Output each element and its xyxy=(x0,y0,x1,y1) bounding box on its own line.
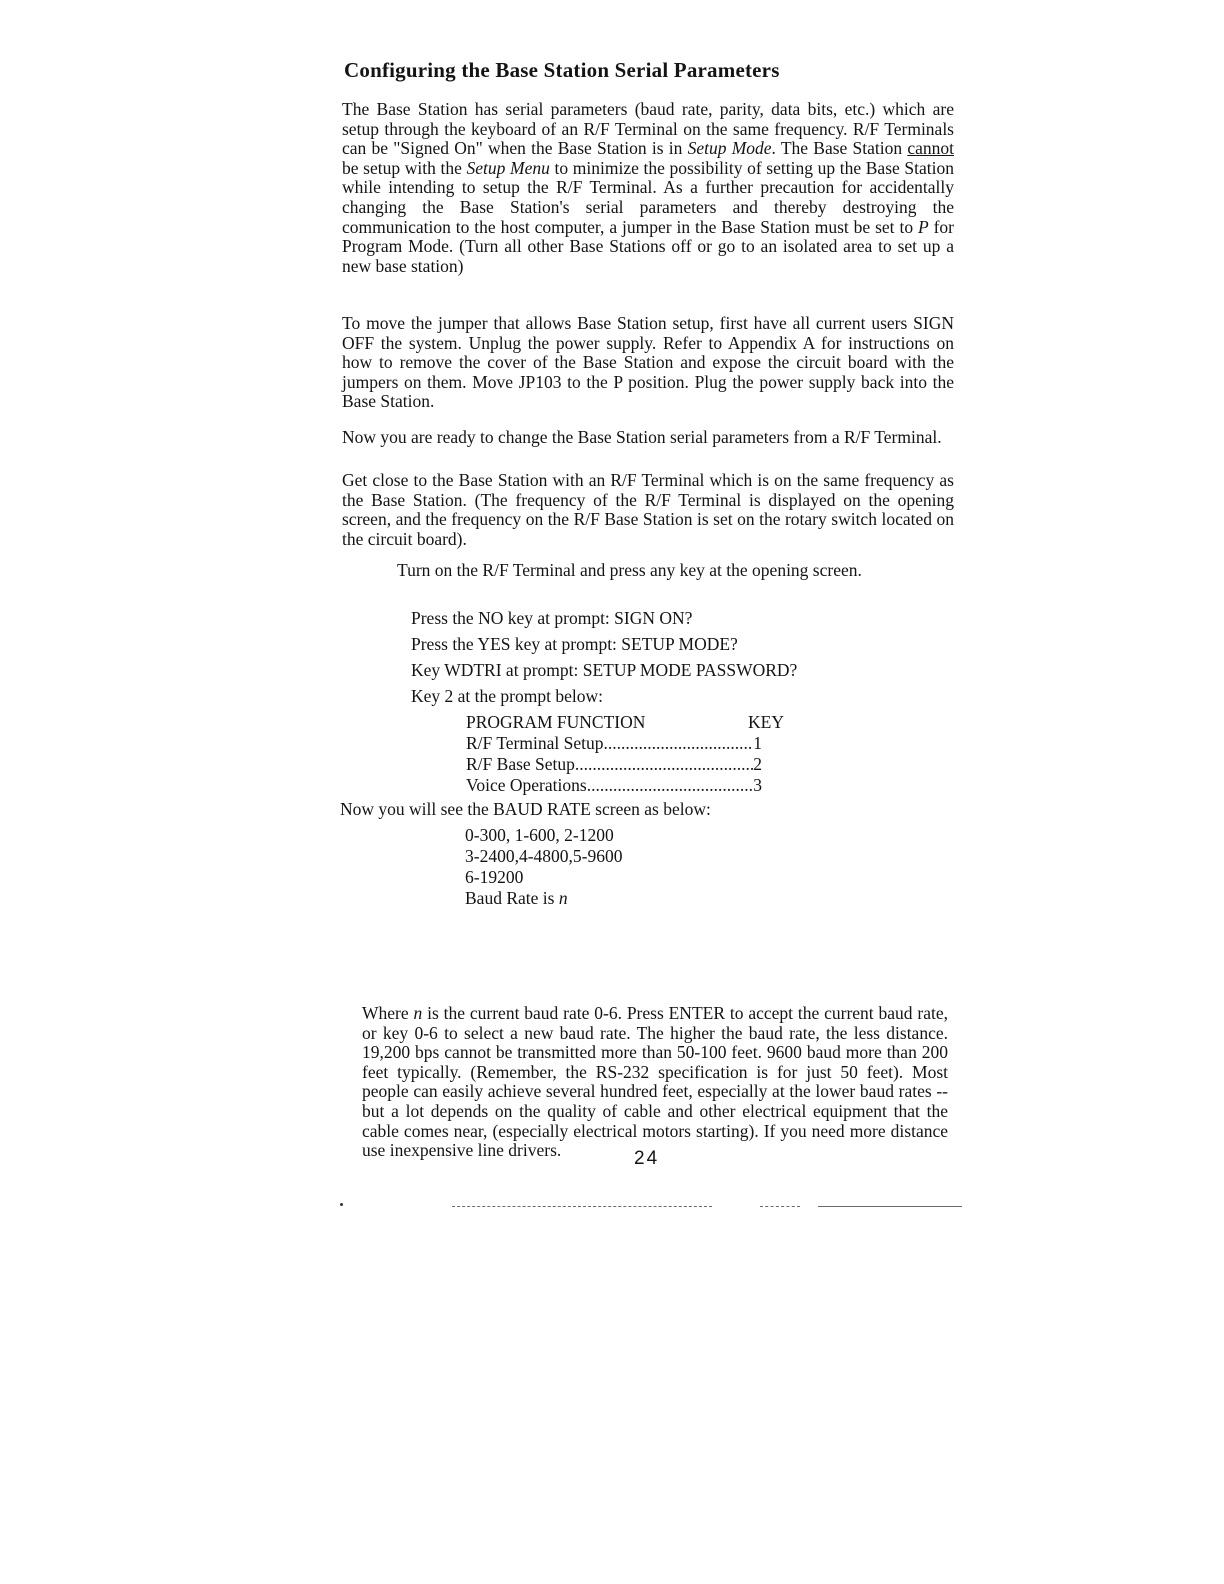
menu-item-key: 1 xyxy=(753,733,762,753)
baud-rate-variable: n xyxy=(558,888,568,908)
menu-header xyxy=(466,712,796,733)
menu-header-key: KEY xyxy=(748,712,784,732)
section-heading: Configuring the Base Station Serial Parameters xyxy=(344,58,780,82)
leader-dots xyxy=(587,775,754,796)
setup-mode-term: Setup Mode xyxy=(687,138,772,159)
menu-item-key: 2 xyxy=(753,754,762,774)
menu-item xyxy=(466,733,762,754)
scan-edge-line xyxy=(818,1206,962,1207)
step-key-2: Key 2 at the prompt below: xyxy=(411,686,603,706)
variable-n: n xyxy=(413,1003,423,1023)
text-run: for Program Mode. (Turn all other Base Stations off or go to an isolated area to set up a new base station) xyxy=(342,216,955,276)
text-run: to minimize the possibility of setting up the Base Station while intending to setup the R/F Terminal. As a further precaution for accidentally changing the Base Station's serial parameters and thereby destroying the communication to the host computer, a jumper in the Base Station must be set to xyxy=(342,157,954,237)
baud-rate-is-line xyxy=(465,888,622,909)
ready-paragraph: Now you are ready to change the Base Station serial parameters from a R/F Terminal. xyxy=(342,427,942,447)
text-run: is the current baud rate 0-6. Press ENTER to accept the current baud rate, or key 0-6 to select a new baud rate. The higher the baud rate, the less distance. 19,200 bps cannot be transmitted more than 50-100 feet. 9600 baud more than 200 feet typically. (Remember, the RS-232 specification is for just 50 feet). Most people can easily achieve several hundred feet, especially at the lower baud rates -- but a lot depends on the quality of cable and other electrical equipment that the cable comes near, (especially electrical motors starting). If you need more distance use inexpensive line drivers. xyxy=(362,1003,948,1161)
setup-menu-term: Setup Menu xyxy=(466,157,550,178)
menu-item xyxy=(466,754,762,775)
menu-item-label: Voice Operations xyxy=(466,775,587,795)
text-run: . The Base Station xyxy=(771,138,908,159)
baud-line: 3-2400,4-4800,5-9600 xyxy=(465,846,623,866)
turn-on-paragraph: Turn on the R/F Terminal and press any key at the opening screen. xyxy=(397,560,862,580)
leader-dots xyxy=(575,754,753,775)
baud-line: 0-300, 1-600, 2-1200 xyxy=(465,825,614,845)
menu-item-label: R/F Base Setup xyxy=(466,754,575,774)
program-function-menu xyxy=(466,712,796,796)
scan-edge-line xyxy=(760,1206,800,1207)
baud-intro-text: Now you will see the BAUD RATE screen as below: xyxy=(340,799,711,819)
step-sign-on: Press the NO key at prompt: SIGN ON? xyxy=(411,608,693,628)
menu-item xyxy=(466,775,762,796)
baud-line: 6-19200 xyxy=(465,867,524,887)
baud-explanation-paragraph xyxy=(362,1004,948,1161)
menu-item-key: 3 xyxy=(753,775,762,795)
underlined-cannot: cannot xyxy=(907,138,954,159)
text-run: The Base Station has serial parameters (baud rate, parity, data bits, etc.) which are setup through the keyboard of an R/F Terminal on the same frequency. R/F Terminals can be "Signed On" when the Base Station is in xyxy=(342,99,954,159)
menu-header-function: PROGRAM FUNCTION xyxy=(466,712,646,732)
intro-paragraph xyxy=(342,100,954,276)
scan-edge-line xyxy=(452,1206,712,1207)
step-setup-mode: Press the YES key at prompt: SETUP MODE? xyxy=(411,634,738,654)
jumper-paragraph: To move the jumper that allows Base Station setup, first have all current users SIGN OFF the system. Unplug the power supply. Refer to Appendix A for instructions on how to remove the cover of the Base Station and expose the circuit board with the jumpers on them. Move JP103 to the P position. Plug the power supply back into the Base Station. xyxy=(342,313,954,412)
text-run: Where xyxy=(362,1003,414,1023)
frequency-paragraph: Get close to the Base Station with an R/F Terminal which is on the same frequency as the Base Station. (The frequency of the R/F Terminal is displayed on the opening screen, and the frequency on the R/F Base Station is set on the rotary switch located on the circuit board). xyxy=(342,470,954,549)
text-run: be setup with the xyxy=(342,157,467,178)
leader-dots xyxy=(603,733,753,754)
step-password: Key WDTRI at prompt: SETUP MODE PASSWORD? xyxy=(411,660,798,680)
baud-rate-screen xyxy=(465,825,622,909)
program-mode-letter: P xyxy=(917,216,929,237)
page-number: 24 xyxy=(634,1148,660,1169)
menu-item-label: R/F Terminal Setup xyxy=(466,733,604,753)
scan-artifact-dot xyxy=(340,1203,343,1206)
baud-rate-prefix: Baud Rate is xyxy=(465,888,559,908)
